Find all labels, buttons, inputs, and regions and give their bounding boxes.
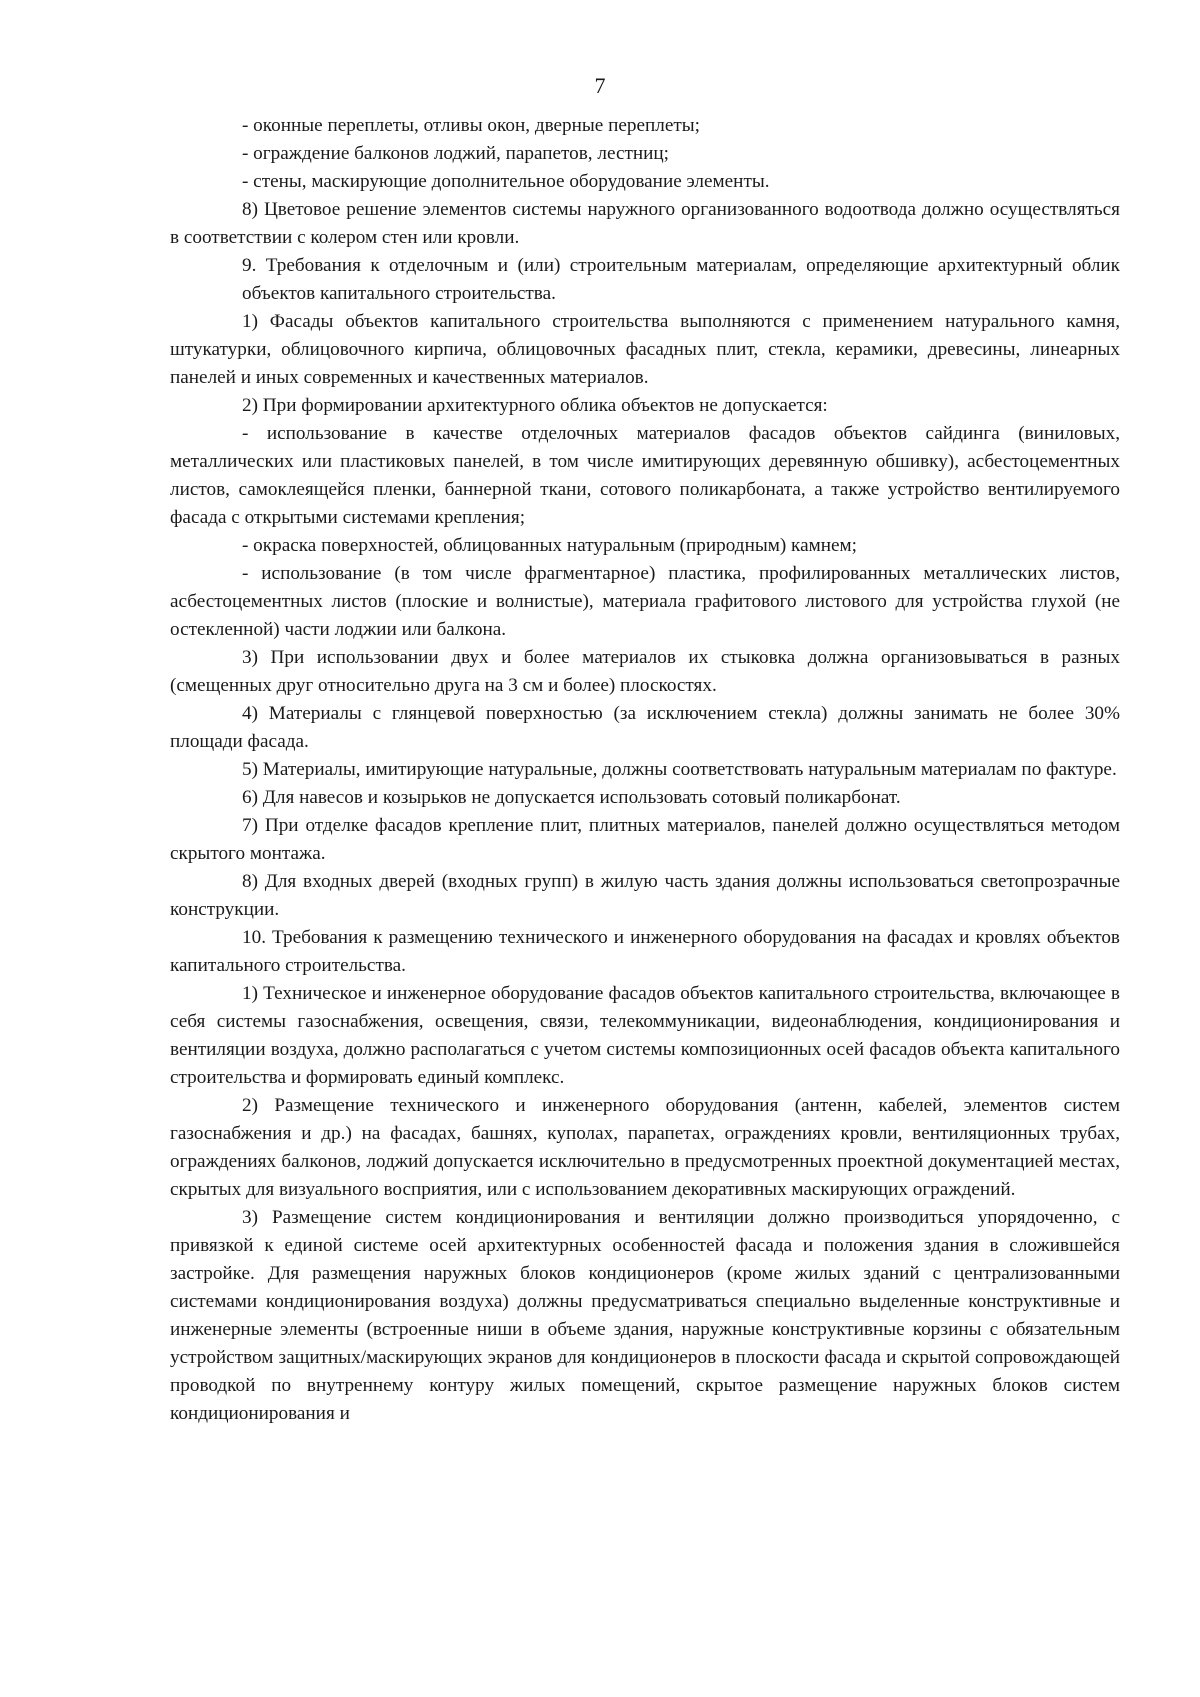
paragraph: 4) Материалы с глянцевой поверхностью (за исключением стекла) должны занимать не более 30% площади фасада. [170, 703, 1120, 752]
paragraph: 3) При использовании двух и более материалов их стыковка должна организовываться в разных (смещенных друг относительно друга на 3 см и более) плоскостях. [170, 647, 1120, 696]
list-item: - оконные переплеты, отливы окон, дверные переплеты; [242, 115, 700, 136]
paragraph: 8) Цветовое решение элементов системы наружного организованного водоотвода должно осуществляться в соответствии с колером стен или кровли. [170, 199, 1120, 248]
section-heading: 9. Требования к отделочным и (или) строительным материалам, определяющие архитектурный облик объектов капитального строительства. [242, 255, 1120, 304]
paragraph: 1) Фасады объектов капитального строительства выполняются с применением натурального камня, штукатурки, облицовочного кирпича, облицовочных фасадных плит, стекла, керамики, древесины, линеарных панелей и иных современных и качественных материалов. [170, 311, 1120, 388]
document-body [170, 112, 1120, 1428]
list-item: - ограждение балконов лоджий, парапетов, лестниц; [242, 143, 670, 164]
paragraph: 8) Для входных дверей (входных групп) в жилую часть здания должны использоваться светопрозрачные конструкции. [170, 871, 1120, 920]
paragraph: 5) Материалы, имитирующие натуральные, должны соответствовать натуральным материалам по фактуре. [242, 759, 1117, 780]
list-item: - использование (в том числе фрагментарное) пластика, профилированных металлических листов, асбестоцементных листов (плоские и волнистые), материала графитового листового для устройства глухой (не остекленной) части лоджии или балкона. [170, 563, 1120, 640]
list-item: - использование в качестве отделочных материалов фасадов объектов сайдинга (виниловых, металлических или пластиковых панелей, в том числе имитирующих деревянную обшивку), асбестоцементных листов, самоклеящейся пленки, баннерной ткани, сотового поликарбоната, а также устройство вентилируемого фасада с открытыми системами крепления; [170, 423, 1120, 528]
paragraph: 1) Техническое и инженерное оборудование фасадов объектов капитального строительства, включающее в себя системы газоснабжения, освещения, связи, телекоммуникации, видеонаблюдения, кондиционирования и вентиляции воздуха, должно располагаться с учетом системы композиционных осей фасадов объекта капитального строительства и формировать единый комплекс. [170, 983, 1120, 1088]
paragraph: 3) Размещение систем кондиционирования и вентиляции должно производиться упорядоченно, с привязкой к единой системе осей архитектурных особенностей фасада и положения здания в сложившейся застройке. Для размещения наружных блоков кондиционеров (кроме жилых зданий с централизованными системами кондиционирования воздуха) должны предусматриваться специально выделенные конструктивные и инженерные элементы (встроенные ниши в объеме здания, наружные конструктивные корзины с обязательным устройством защитных/маскирующих экранов для кондиционеров в плоскости фасада и скрытой сопровождающей проводкой по внутреннему контуру жилых помещений, скрытое размещение наружных блоков систем кондиционирования и [170, 1207, 1120, 1424]
section-heading: 10. Требования к размещению технического и инженерного оборудования на фасадах и кровлях объектов капитального строительства. [170, 927, 1120, 976]
list-item: - стены, маскирующие дополнительное оборудование элементы. [242, 171, 770, 192]
paragraph: 6) Для навесов и козырьков не допускается использовать сотовый поликарбонат. [242, 787, 901, 808]
paragraph: 2) При формировании архитектурного облика объектов не допускается: [242, 395, 828, 416]
list-item: - окраска поверхностей, облицованных натуральным (природным) камнем; [242, 535, 858, 556]
page-number: 7 [594, 73, 606, 98]
paragraph: 2) Размещение технического и инженерного оборудования (антенн, кабелей, элементов систем газоснабжения и др.) на фасадах, башнях, куполах, парапетах, ограждениях кровли, вентиляционных трубах, ограждениях балконов, лоджий допускается исключительно в предусмотренных проектной документацией местах, скрытых для визуального восприятия, или с использованием декоративных маскирующих ограждений. [170, 1095, 1120, 1200]
paragraph: 7) При отделке фасадов крепление плит, плитных материалов, панелей должно осуществляться методом скрытого монтажа. [170, 815, 1120, 864]
